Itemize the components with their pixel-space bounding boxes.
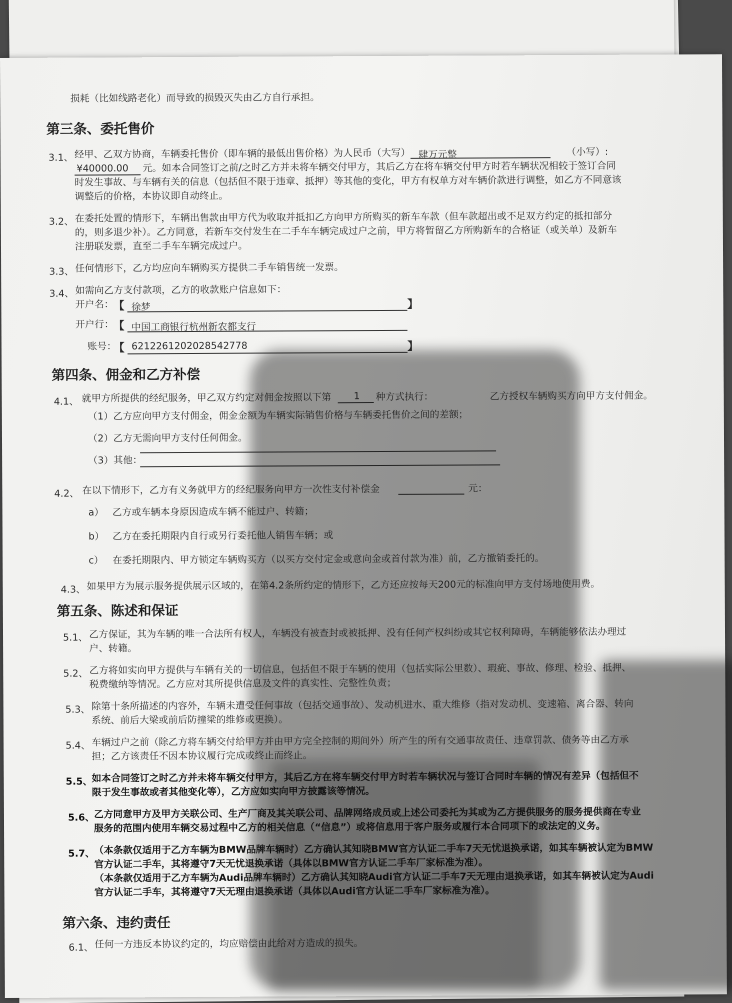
clause-text: 系统、前后大梁或前后防撞梁的维修或更换）。 (91, 714, 289, 727)
section-title-5: 第五条、陈述和保证 (56, 603, 179, 620)
fill-line (127, 310, 407, 312)
commission-option-choice: 1 (353, 391, 360, 403)
fill-line (398, 494, 464, 495)
clause-number: 3.3、 (49, 266, 75, 278)
section-title-4: 第四条、佣金和乙方补偿 (51, 366, 201, 384)
section-title-3: 第三条、委托售价 (46, 121, 155, 138)
clause-text: 时发生事故、与车辆有关的信息（包括但不限于违章、抵押）等其他的变化，甲方有权单方对车辆价款进行调整，如乙方不同意该 (74, 174, 622, 189)
item-label: a） (88, 507, 104, 519)
fill-line (338, 402, 374, 403)
option-3: （3）其他： (88, 455, 143, 467)
clause-text: 官方认证二手车，其将遵守7天无理由退换承诺（具体以Audi官方认证二手车厂家标准为准）。 (94, 885, 495, 899)
fill-line (128, 352, 408, 354)
bracket-open: 【 (113, 299, 125, 313)
clause-text: （本条款仅适用于乙方车辆为Audi品牌车辆时）乙方确认其知晓Audi官方认证二手车7天无理由退换承诺，如其车辆被认定为Audi (94, 870, 654, 885)
clause-text: 元： (468, 483, 488, 495)
item-text: 乙方在委托期限内自行或另行委托他人销售车辆；或 (112, 530, 334, 543)
clause-number: 3.4、 (49, 288, 75, 300)
option-2: （2）乙方无需向甲方支付任何佣金。 (87, 432, 248, 445)
clause-number: 6.1、 (68, 942, 94, 954)
clause-text: 担；乙方该责任不因本协议履行完成或终止而终止。 (91, 750, 313, 763)
clause-text: 在委托处置的情形下，车辆出售款由甲方代为收取并抵扣乙方向甲方所购买的新车车款（但车款超出或不足双方约定的抵扣部分 (74, 210, 613, 225)
clause-text: 服务的范围内使用车辆交易过程中乙方的相关信息（“信息”）或将信息用于客户服务或履行本合同项下的或法定的义务。 (94, 820, 606, 835)
clause-text: （小写）: (566, 146, 609, 159)
clause-number: 5.7、 (68, 848, 95, 860)
clause-text: 乙方保证，其为车辆的唯一合法所有权人，车辆没有被查封或被抵押、没有任何产权纠纷或其它权利障碍，车辆能够依法办理过 (88, 626, 627, 641)
account-number: 6212261202028542778 (131, 340, 248, 353)
option-1: （1）乙方应向甲方支付佣金，佣金金额为车辆实际销售价格与车辆委托售价之间的差额； (87, 409, 469, 423)
fill-line (140, 464, 500, 467)
clause-text: 限于发生事故或者其他变化等），乙方应如实向甲方披露该等情况。 (91, 786, 375, 799)
clause-text: 注册联发票，直至二手车车辆完成过户。 (74, 240, 248, 253)
item-label: c） (88, 555, 104, 567)
clause-number: 5.3、 (65, 704, 91, 716)
account-name-label: 开户名： (75, 299, 114, 311)
fill-line (140, 450, 496, 453)
clause-text: （本条款仅适用于乙方车辆为BMW品牌车辆时）乙方确认其知晓BMW官方认证二手车7天无忧退换承诺，如其车辆被认定为BMW (94, 842, 654, 857)
clause-text: 经甲、乙双方协商，车辆委托售价（即车辆的最低出售价格）为人民币（大写） (74, 147, 411, 161)
bracket-close: 】 (407, 297, 419, 311)
item-text: 乙方或车辆本身原因造成车辆不能过户、转籍； (112, 506, 314, 519)
clause-text: 在以下情形下，乙方有义务就甲方的经纪服务向甲方一次性支付补偿金 (82, 484, 380, 497)
clause-text: 的，则多退少补）。乙方同意，若新车交付发生在二手车车辆完成过户之前，甲方将暂留乙方所购新车的合格证（或关单）及新车 (74, 224, 617, 239)
clause-text: 如果甲方为展示服务提供展示区域的，在第4.2条所约定的情形下，乙方还应按每天200元的标准向甲方支付场地使用费。 (86, 578, 601, 593)
clause-number: 5.5、 (65, 776, 93, 788)
intro-line: 损耗（比如线路老化）而导致的损毁灭失由乙方自行承担。 (70, 92, 320, 105)
clause-text: 乙方将如实向甲方提供与车辆有关的一切信息，包括但不限于车辆的使用（包括实际公里数）、瑕疵、事故、修理、检验、抵押、 (89, 662, 632, 677)
clause-number: 3.1、 (48, 152, 74, 164)
account-bank: 中国工商银行杭州新农都支行 (131, 321, 257, 334)
fill-line (127, 330, 407, 332)
clause-text: 除第十条所描述的内容外，车辆未遭受任何事故（包括交通事故）、发动机进水、重大维修（指对发动机、变速箱、离合器、转向 (91, 698, 634, 713)
item-text: 在委托期限内、甲方锁定车辆购买方（以买方交付定金或意向金或首付款为准）前，乙方撤销委托的。 (112, 553, 545, 567)
fill-line (75, 174, 141, 175)
clause-text: 如需向乙方支付款项，乙方的收款账户信息如下： (75, 284, 287, 297)
clause-number: 5.4、 (65, 740, 91, 752)
clause-number: 5.2、 (63, 668, 89, 680)
bracket-close: 】 (407, 339, 419, 353)
clause-number: 4.3、 (60, 584, 86, 596)
clause-number: 5.1、 (63, 632, 88, 644)
clause-number: 5.6、 (67, 812, 95, 824)
clause-text: 户、转籍。 (89, 643, 138, 655)
clause-text: 种方式执行： (375, 391, 434, 404)
account-number-label: 账号： (87, 341, 117, 353)
section-title-6: 第六条、违约责任 (62, 915, 171, 932)
clause-text: 任何一方违反本协议约定的，均应赔偿由此给对方造成的损失。 (94, 938, 364, 951)
contract-page (0, 54, 727, 998)
clause-text: 就甲方所提供的经纪服务，甲乙双方约定对佣金按照以下第 (81, 392, 332, 405)
bracket-open: 【 (113, 319, 125, 333)
account-bank-label: 开户行： (75, 319, 114, 331)
bracket-open: 【 (113, 341, 125, 355)
clause-text: 如本合同签订之时乙方并未将车辆交付甲方，其后乙方在将车辆交付甲方时若车辆状况与签订合同时车辆的情况有差异（包括但不 (91, 770, 639, 785)
clause-text: 元。如本合同签订之前/之时乙方并未将车辆交付甲方，其后乙方在将车辆交付甲方时若车辆状况相较于签订合同 (142, 160, 616, 175)
clause-text: 车辆过户之前（除乙方将车辆交付给甲方并由甲方完全控制的期间外）所产生的所有交通事故责任、违章罚款、债务等由乙方承 (91, 734, 629, 749)
fill-line (411, 157, 551, 159)
clause-text: 税费缴纳等情况。乙方应对其所提供信息及文件的真实性、完整性负责； (89, 677, 397, 691)
clause-text: 调整后的价格，本协议即自动终止。 (74, 190, 229, 203)
account-name: 徐梦 (131, 302, 151, 314)
amount-in-words: 肆万元整 (418, 149, 457, 161)
clause-text: 官方认证二手车，其将遵守7天无忧退换承诺（具体以BMW官方认证二手车厂家标准为准）。 (94, 857, 489, 871)
item-label: b） (88, 531, 105, 543)
clause-number: 3.2、 (48, 216, 74, 228)
clause-number: 4.1、 (53, 396, 79, 408)
amount-in-figures: ¥40000.00 (76, 163, 129, 175)
clause-text: 乙方同意甲方及甲方关联公司、生产厂商及其关联公司、品牌网络成员或上述公司委托为其或为乙方提供服务的服务提供商在专业 (93, 806, 641, 821)
clause-text: 乙方授权车辆购买方向甲方支付佣金。 (489, 390, 653, 403)
clause-number: 4.2、 (54, 488, 80, 500)
clause-text: 任何情形下，乙方均应向车辆购买方提供二手车销售统一发票。 (75, 262, 344, 275)
